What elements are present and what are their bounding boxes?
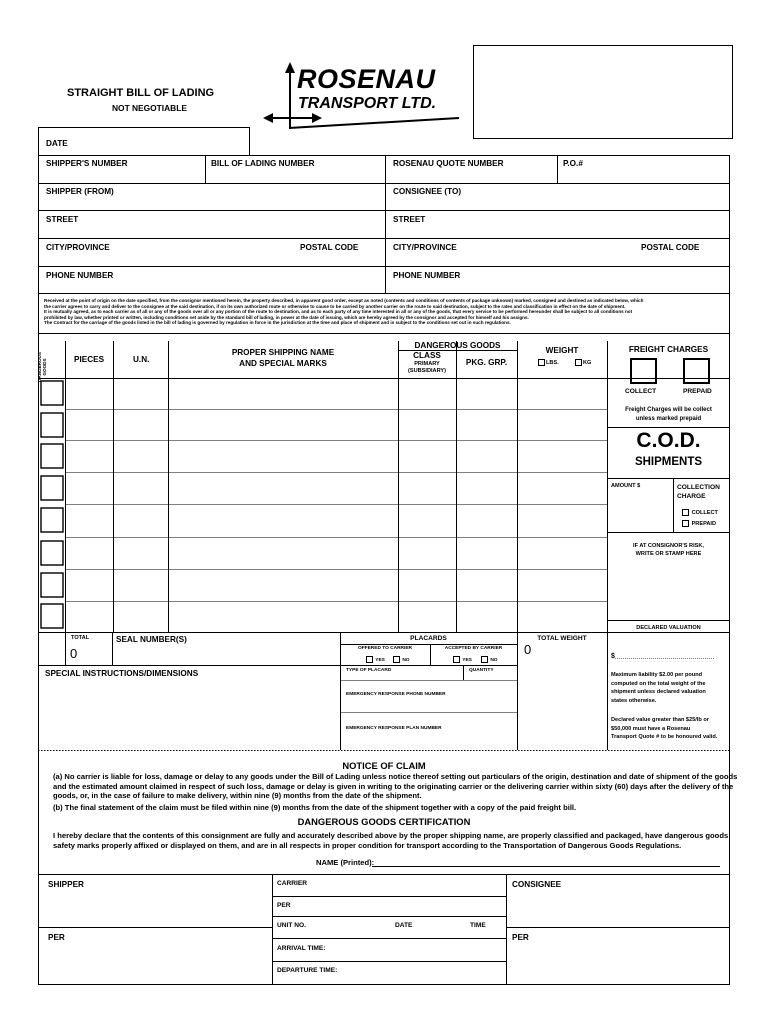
total-pieces-value[interactable]: 0 [70, 646, 78, 661]
consignee-street-label[interactable]: STREET [393, 215, 426, 224]
kg-checkbox[interactable] [575, 359, 582, 366]
declared-valuation-dollar[interactable]: $ [611, 653, 615, 660]
emergency-phone-label[interactable]: EMERGENCY RESPONSE PHONE NUMBER [346, 692, 446, 697]
carrier-date-label[interactable]: DATE [395, 922, 413, 929]
name-printed-label[interactable]: NAME (Printed): [316, 858, 375, 867]
accepted-no-checkbox[interactable] [481, 656, 488, 663]
not-negotiable-label: NOT NEGOTIABLE [112, 103, 187, 113]
consignor-risk-line1: IF AT CONSIGNOR'S RISK, [633, 543, 704, 549]
un-column-header: U.N. [133, 355, 150, 364]
collect-label: COLLECT [625, 388, 657, 395]
total-label: TOTAL [71, 635, 90, 641]
notice-of-claim-title: NOTICE OF CLAIM [342, 760, 426, 771]
collection-charge-label-line2: CHARGE [677, 493, 706, 500]
liability-note: Maximum liability $2.00 per pound computed on the total weight of the shipment unless declared valuation states otherwise. [611, 672, 706, 704]
dg-checkbox-5 [41, 508, 63, 532]
freight-note-line1: Freight Charges will be collect [625, 407, 712, 413]
carrier-per-label[interactable]: PER [277, 902, 291, 909]
accepted-no-option[interactable]: NO [481, 656, 498, 664]
seal-numbers-label[interactable]: SEAL NUMBER(S) [116, 635, 187, 644]
consignor-risk-line2: WRITE OR STAMP HERE [635, 551, 702, 557]
shipper-per-label[interactable]: PER [48, 933, 65, 942]
company-logo-subname: TRANSPORT LTD. [298, 95, 437, 112]
freight-charges-title: FREIGHT CHARGES [628, 345, 709, 354]
shipper-city-label[interactable]: CITY/PROVINCE [46, 243, 110, 252]
amount-label[interactable]: AMOUNT $ [611, 483, 641, 489]
quote-number-label[interactable]: ROSENAU QUOTE NUMBER [393, 159, 504, 168]
terms-paragraph: Received at the point of origin on the date specified, from the consignor mentioned herein, the property described, in apparent good order, except as noted (contents and conditions of contents of package unknown) marked, consigned and destined as indicated below, which the carrier agrees to carry and deliver to the consignee at the said destination, if on its own authorized route or otherwise to cause to be carried by another carrier on the route to said destination, subject to the rates and classification in effect on the date of shipment. It is mutually agreed, as to each carrier as of all or any of the goods over all or any portion of the route to destination, and as to each party of any time interested in all or any of the goods, that every service to be performed hereunder shall be subject to all conditions not prohibited by law, whether printed or written, including conditions set aside by the standard bill of lading, in power at the date of issuing, which are hereby agreed by the consignor and accepted for himself and his assigns. The Contract for the carriage of the goods listed in the bill of lading is governed by regulation in force in the jurisdiction at the time and place of shipment and is subject to the conditions set out in such regulations. [44, 298, 644, 325]
total-weight-value[interactable]: 0 [524, 642, 532, 657]
shipping-name-column-header: PROPER SHIPPING NAME [231, 348, 335, 357]
dg-checkbox-3 [41, 444, 63, 468]
cod-title: C.O.D. [636, 429, 701, 452]
consignee-signature-label[interactable]: CONSIGNEE [512, 880, 562, 889]
shipments-title: SHIPMENTS [634, 456, 703, 468]
shipper-postal-label[interactable]: POSTAL CODE [300, 243, 359, 252]
consignee-postal-label[interactable]: POSTAL CODE [641, 243, 700, 252]
special-instructions-label[interactable]: SPECIAL INSTRUCTIONS/DIMENSIONS [45, 669, 199, 678]
accepted-yes-checkbox[interactable] [453, 656, 460, 663]
declared-valuation-label: DECLARED VALUATION [636, 625, 701, 631]
offered-no-checkbox[interactable] [393, 656, 400, 663]
pkg-grp-column-header: PKG. GRP. [465, 358, 508, 367]
freight-note-line2: unless marked prepaid [635, 416, 702, 422]
claim-paragraph-a: (a) No carrier is liable for loss, damage or delay to any goods under the Bill of Lading unless notice thereof setting out particulars of the origin, destination and date of shipment of the goods and the estimated amount claimed in respect of such loss, damage or delay is given in writing to the originating carrier or the delivering carrier within sixty (60) days after the delivery of the goods, or, in the case of failure to make delivery, within nine (9) months from the date of the shipment. [53, 772, 738, 801]
shipper-signature-label[interactable]: SHIPPER [48, 880, 84, 889]
departure-time-label[interactable]: DEPARTURE TIME: [277, 967, 338, 974]
unit-no-label[interactable]: UNIT NO. [277, 922, 306, 929]
shipper-from-label[interactable]: SHIPPER (FROM) [46, 187, 114, 196]
consignee-city-label[interactable]: CITY/PROVINCE [393, 243, 457, 252]
carrier-time-label[interactable]: TIME [470, 922, 486, 929]
carrier-label[interactable]: CARRIER [277, 880, 308, 887]
prepaid-option[interactable]: PREPAID [682, 520, 716, 528]
prepaid-label: PREPAID [683, 388, 712, 395]
accepted-yes-option[interactable]: YES [453, 656, 472, 664]
primary-label: PRIMARY [414, 361, 440, 367]
claim-paragraph-b: (b) The final statement of the claim must be filed within nine (9) months from the date of the shipment together with a copy of the paid freight bill. [53, 803, 577, 812]
lbs-option[interactable]: LBS. [538, 359, 559, 367]
stamp-box [474, 46, 733, 139]
placards-label: PLACARDS [410, 635, 447, 642]
po-number-label[interactable]: P.O.# [563, 159, 583, 168]
bill-of-lading-number-label[interactable]: BILL OF LADING NUMBER [211, 159, 315, 168]
dg-checkbox-8 [41, 604, 63, 628]
shippers-number-label[interactable]: SHIPPER'S NUMBER [46, 159, 128, 168]
offered-yes-option[interactable]: YES [366, 656, 385, 664]
consignee-phone-label[interactable]: PHONE NUMBER [393, 271, 461, 280]
company-logo-name: ROSENAU [297, 64, 436, 94]
special-marks-column-header: AND SPECIAL MARKS [239, 359, 327, 368]
dangerous-goods-header: DANGEROUS GOODS [414, 341, 501, 350]
offered-yes-checkbox[interactable] [366, 656, 373, 663]
document-title: STRAIGHT BILL OF LADING [67, 87, 215, 99]
prepaid-checkbox [684, 359, 709, 383]
subsidiary-label: (SUBSIDIARY) [407, 368, 447, 374]
collect-checkbox [631, 359, 656, 383]
weight-column-header: WEIGHT [545, 346, 579, 355]
kg-option[interactable]: KG [575, 359, 591, 367]
dg-checkbox-7 [41, 573, 63, 597]
dangerous-goods-column-header: DANGEROUS GOODS [37, 352, 47, 382]
offered-no-option[interactable]: NO [393, 656, 410, 664]
quantity-label[interactable]: QUANTITY [469, 668, 494, 673]
pieces-column-header: PIECES [74, 355, 105, 364]
total-weight-label: TOTAL WEIGHT [537, 635, 587, 642]
class-column-header: CLASS [413, 351, 441, 360]
dg-certification-title: DANGEROUS GOODS CERTIFICATION [297, 816, 471, 827]
dg-checkbox-4 [41, 476, 63, 500]
collect-option-checkbox[interactable] [682, 509, 689, 516]
arrival-time-label[interactable]: ARRIVAL TIME: [277, 945, 326, 952]
lbs-checkbox[interactable] [538, 359, 545, 366]
date-label[interactable]: DATE [46, 139, 68, 148]
declared-value-note: Declared value greater than $25/lb or $50,000 must have a Rosenau Transport Quote # to be honoured valid. [611, 717, 718, 741]
emergency-plan-label[interactable]: EMERGENCY RESPONSE PLAN NUMBER [346, 726, 442, 731]
dg-checkbox-6 [41, 541, 63, 565]
prepaid-option-checkbox[interactable] [682, 520, 689, 527]
shipper-phone-label[interactable]: PHONE NUMBER [46, 271, 114, 280]
dg-checkbox-2 [41, 413, 63, 437]
shipper-street-label[interactable]: STREET [46, 215, 79, 224]
type-of-placard-label[interactable]: TYPE OF PLACARD [346, 668, 392, 673]
collect-option[interactable]: COLLECT [682, 509, 718, 517]
offered-to-carrier-label: OFFERED TO CARRIER [357, 646, 412, 651]
consignee-per-label[interactable]: PER [512, 933, 529, 942]
dg-checkbox-1 [41, 381, 63, 405]
collection-charge-label-line1: COLLECTION [677, 484, 720, 491]
dg-certification-text: I hereby declare that the contents of this consignment are fully and accurately described above by the proper shipping name, are properly classified and packaged, have dangerous goods safety marks properly affixed or displayed on them, and are in all respects in proper condition for transport according to the Transportation of Dangerous Goods Regulations. [53, 831, 729, 850]
consignee-to-label[interactable]: CONSIGNEE (TO) [393, 187, 462, 196]
accepted-by-carrier-label: ACCEPTED BY CARRIER [444, 646, 503, 651]
